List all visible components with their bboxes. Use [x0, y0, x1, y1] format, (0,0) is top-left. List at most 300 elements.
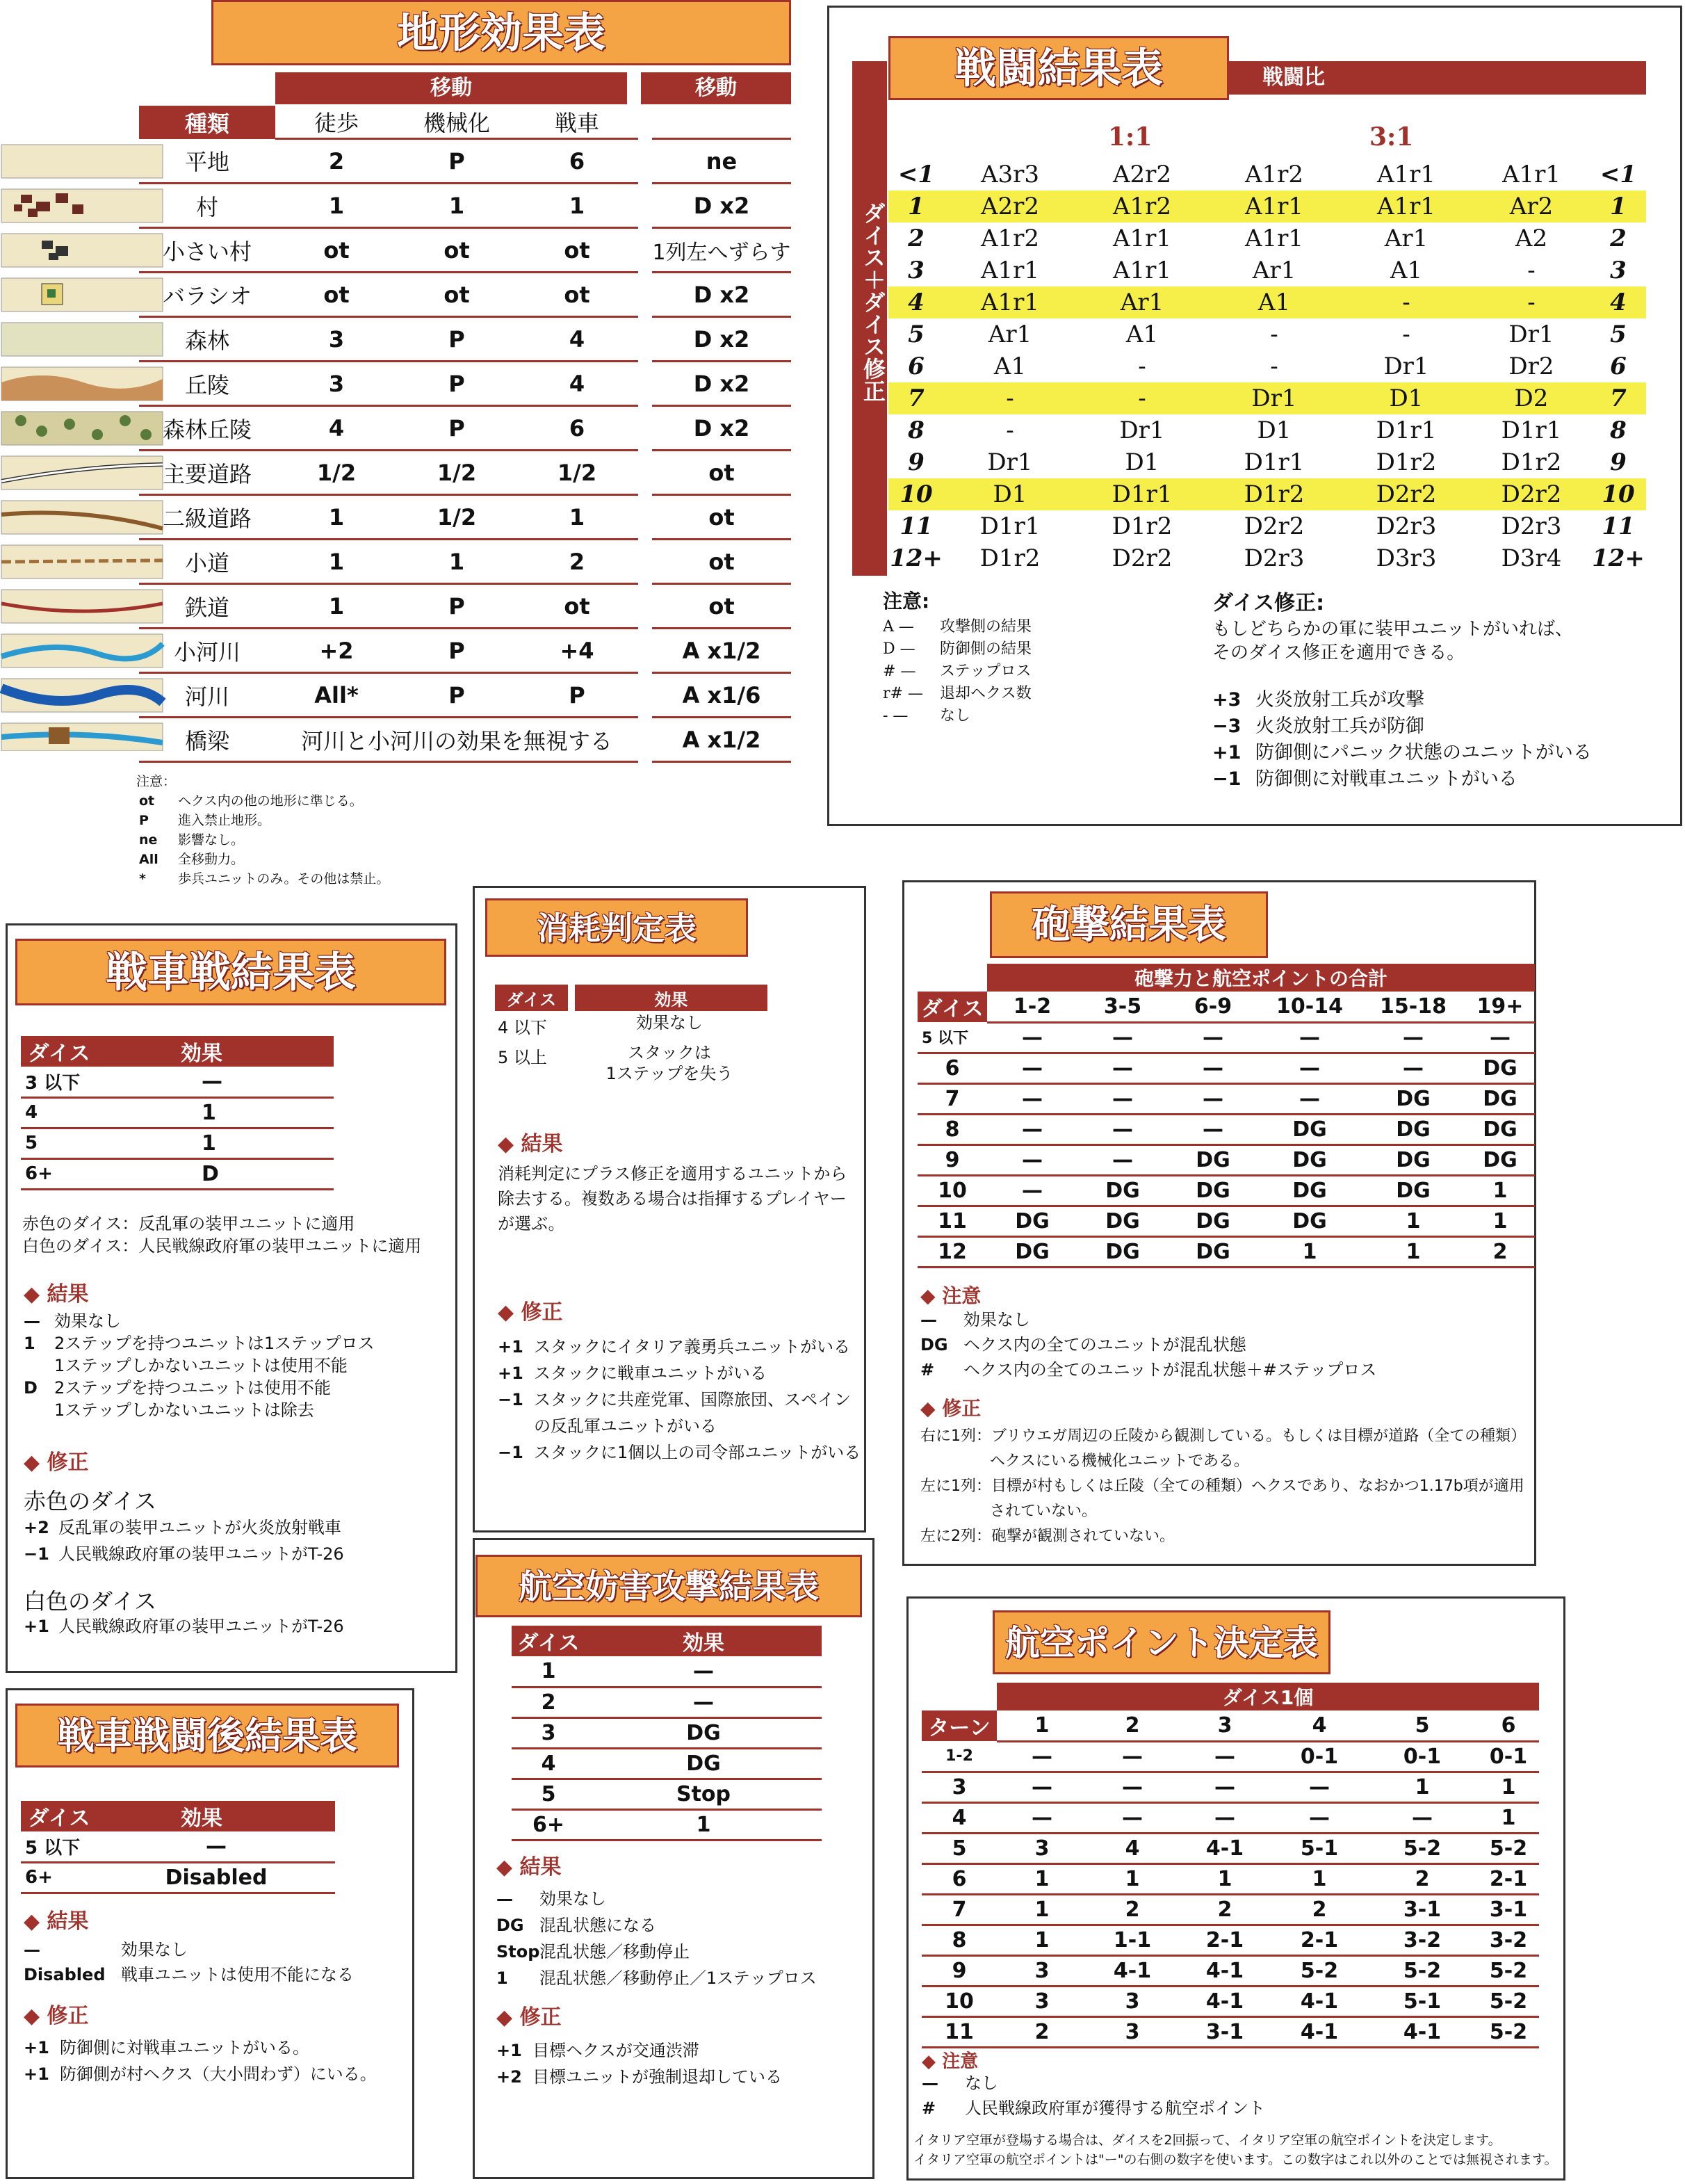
terrain-name: 小さい村 — [139, 228, 275, 273]
air-points-cell: — — [1178, 1772, 1272, 1802]
air-def-mods — [496, 2037, 782, 2090]
terrain-name: 主要道路 — [139, 451, 275, 495]
air-points-cell: 2 — [1272, 1894, 1367, 1925]
list-value: 火炎放射工兵が防御 — [1255, 715, 1424, 737]
air-points-cell: 5-2 — [1478, 1833, 1539, 1863]
list-value: 効果なし — [121, 1940, 188, 1959]
terrain-span: 河川と小河川の効果を無視する — [275, 718, 638, 762]
air-def-title: 航空妨害攻撃結果表 — [475, 1555, 862, 1617]
terrain-tank: P — [516, 673, 638, 718]
terrain-foot: ot — [275, 228, 398, 273]
terrain-foot: 2 — [275, 139, 398, 184]
bombard-col: 3-5 — [1077, 992, 1168, 1022]
list-key: +1 — [498, 1337, 523, 1357]
list-value: 2ステップを持つユニットは使用不能 — [54, 1378, 331, 1398]
terrain-name: 森林丘陵 — [139, 406, 275, 451]
list-value: ヘクス内の全てのユニットが混乱状態＋#ステップロス — [963, 1360, 1377, 1380]
air-points-cell: 4-1 — [1178, 1833, 1272, 1863]
table-row — [922, 1741, 1539, 1772]
combat-dice: 11 — [900, 512, 933, 540]
table-row — [918, 1175, 1535, 1206]
combat-cell: - — [1006, 385, 1014, 412]
bombard-cell: — — [987, 1083, 1077, 1114]
bombard-cell: DG — [1077, 1236, 1168, 1267]
combat-cell: Ar1 — [988, 321, 1032, 348]
air-points-title: 航空ポイント決定表 — [993, 1610, 1330, 1674]
list-item — [1212, 740, 1592, 766]
air-points-col: 5 — [1367, 1710, 1478, 1741]
terrain-effect: D x2 — [652, 406, 791, 451]
list-key: +1 — [24, 2038, 49, 2057]
combat-cell: D1r2 — [1112, 512, 1173, 540]
terrain-name: 小河川 — [139, 629, 275, 673]
combat-cell: A1r2 — [1112, 193, 1172, 220]
list-key: — — [24, 1940, 40, 1959]
combat-cell: A1 — [1390, 257, 1423, 284]
bombard-mod-title — [920, 1393, 981, 1421]
col-tank: 戦車 — [516, 106, 638, 139]
bombard-dice: 7 — [918, 1083, 987, 1114]
list-item — [883, 683, 1032, 705]
bombard-col: 19+ — [1465, 992, 1535, 1022]
terrain-tank: ot — [516, 228, 638, 273]
bombard-mod-line-1: 右に1列：ブリウエガ周辺の丘陵から観測している。もしくは目標が道路（全ての種類） — [920, 1427, 1527, 1445]
terrain-notes-title: 注意： — [136, 774, 177, 789]
bombard-cell: — — [1168, 1083, 1258, 1114]
air-points-turn: 10 — [922, 1986, 997, 2016]
tank-white-dice: 白色のダイス — [24, 1588, 157, 1615]
terrain-mech: P — [398, 317, 516, 362]
terrain-gap — [638, 673, 652, 718]
air-points-col: 3 — [1178, 1710, 1272, 1741]
list-value: 目標ユニットが強制退却している — [532, 2067, 783, 2087]
bombard-cell: — — [1077, 1053, 1168, 1083]
attrition-col-effect: 効果 — [571, 985, 767, 1011]
terrain-effect: ot — [652, 540, 791, 584]
list-item — [496, 1912, 817, 1939]
bombard-cell: — — [1077, 1114, 1168, 1144]
combat-mod-desc-1: もしどちらかの軍に装甲ユニットがいれば、 — [1212, 619, 1573, 640]
table-row — [922, 1925, 1539, 1955]
combat-cell: Ar2 — [1509, 193, 1554, 220]
terrain-effect: A x1/2 — [652, 629, 791, 673]
note-key: - — — [883, 707, 909, 725]
col-type: 種類 — [139, 106, 275, 139]
air-points-cell: 5-2 — [1367, 1955, 1478, 1986]
terrain-foot: ot — [275, 273, 398, 317]
terrain-name: 二級道路 — [139, 495, 275, 540]
table-row — [922, 1955, 1539, 1986]
terrain-table — [139, 106, 791, 763]
bombard-col: 15-18 — [1361, 992, 1465, 1022]
list-value: の反乱軍ユニットがいる — [534, 1416, 717, 1436]
effect-value: DG — [585, 1748, 822, 1779]
combat-cell: - — [1527, 289, 1536, 316]
dice-value: 3 以下 — [21, 1067, 97, 1097]
terrain-name: 鉄道 — [139, 584, 275, 629]
combat-cell: D2r3 — [1244, 544, 1305, 572]
list-key: +1 — [24, 2064, 49, 2084]
combat-dice: 1 — [908, 193, 925, 220]
list-item — [1212, 713, 1592, 740]
combat-dice: 4 — [908, 289, 925, 316]
effect-value: 1 — [97, 1128, 334, 1158]
table-row — [21, 1862, 335, 1893]
air-points-cell: 3-2 — [1367, 1925, 1478, 1955]
air-points-turn: 11 — [922, 2016, 997, 2047]
combat-cell: D3r3 — [1376, 544, 1437, 572]
terrain-tank: ot — [516, 273, 638, 317]
diamond-icon: ◆ — [498, 1132, 514, 1156]
bombard-cell: 1 — [1465, 1175, 1535, 1206]
combat-dice-right: 5 — [1610, 321, 1627, 348]
ratio-3-1: 3:1 — [1369, 122, 1414, 152]
note-value: 防御側の結果 — [940, 640, 1032, 658]
table-row — [888, 191, 1646, 223]
air-points-turn: 1-2 — [922, 1741, 997, 1772]
combat-cell: D2r2 — [1112, 544, 1173, 572]
terrain-mech: P — [398, 406, 516, 451]
combat-table — [888, 159, 1646, 574]
list-key: 1 — [496, 1968, 508, 1988]
dice-value: 5 以上 — [498, 1048, 547, 1067]
air-points-cell: — — [1272, 1772, 1367, 1802]
air-points-foot-2: イタリア空軍の航空ポイントは"ー"の右側の数字を使います。この数字はこれ以外のことでは無視されます。 — [913, 2152, 1558, 2167]
list-item — [496, 2037, 782, 2064]
combat-cell: - — [1138, 353, 1146, 380]
tank-dice-note-red: 赤色のダイス：反乱軍の装甲ユニットに適用 — [22, 1214, 355, 1233]
list-item — [24, 1962, 354, 1987]
list-item — [883, 705, 1032, 727]
bombard-cell: DG — [1361, 1083, 1465, 1114]
effect-value: — — [97, 1831, 335, 1862]
list-item — [883, 616, 1032, 638]
list-key: −1 — [1212, 768, 1242, 790]
air-points-cell: 2-1 — [1178, 1925, 1272, 1955]
col-mech: 機械化 — [398, 106, 516, 139]
terrain-foot: 1 — [275, 584, 398, 629]
terrain-mech: P — [398, 584, 516, 629]
bombard-cell: — — [987, 1175, 1077, 1206]
list-key: −1 — [498, 1443, 523, 1462]
table-row — [922, 1986, 1539, 2016]
terrain-mech: 1 — [398, 540, 516, 584]
note-key: * — [139, 871, 146, 887]
dice-value: 4 以下 — [498, 1018, 547, 1037]
table-row — [512, 1687, 822, 1717]
bombard-cell: DG — [1465, 1053, 1535, 1083]
terrain-mech: P — [398, 362, 516, 406]
terrain-mech: P — [398, 629, 516, 673]
table-row — [922, 1772, 1539, 1802]
combat-cell: A1 — [1125, 321, 1159, 348]
effect-value: — — [97, 1067, 334, 1097]
table-row — [888, 159, 1646, 191]
table-row — [922, 2016, 1539, 2047]
combat-cell: A1r1 — [1501, 161, 1561, 188]
bombard-cell: DG — [1168, 1175, 1258, 1206]
bombard-col: 1-2 — [987, 992, 1077, 1022]
air-def-results — [496, 1886, 817, 1991]
col-foot: 徒歩 — [275, 106, 398, 139]
terrain-foot: 1/2 — [275, 451, 398, 495]
diamond-icon: ◆ — [496, 1855, 513, 1879]
table-row — [512, 1809, 822, 1840]
diamond-icon: ◆ — [24, 1450, 40, 1475]
list-item — [24, 1937, 354, 1962]
air-points-cell: — — [1087, 1772, 1178, 1802]
bombard-cell: DG — [1361, 1144, 1465, 1175]
list-item — [136, 791, 389, 811]
bombard-cell: DG — [1077, 1206, 1168, 1236]
dice-value: 2 — [512, 1687, 585, 1717]
combat-cell: A2 — [1515, 225, 1548, 252]
terrain-foot: 3 — [275, 317, 398, 362]
list-value: 2ステップを持つユニットは1ステップロス — [54, 1334, 375, 1353]
effect-value: DG — [585, 1717, 822, 1748]
table-row — [21, 1067, 334, 1097]
bombard-cell: DG — [1258, 1144, 1361, 1175]
tank-dice-note-white: 白色のダイス：人民戦線政府軍の装甲ユニットに適用 — [22, 1236, 422, 1256]
note-key: # — — [883, 663, 916, 680]
diamond-icon: ◆ — [24, 1282, 40, 1307]
terrain-tank: 1/2 — [516, 451, 638, 495]
list-item — [24, 2035, 377, 2061]
table-row — [922, 1802, 1539, 1833]
terrain-move-header: 移動 — [275, 72, 627, 104]
air-points-cell: 3 — [1087, 2016, 1178, 2047]
attrition-mods — [498, 1334, 861, 1466]
note-value: ステップロス — [940, 663, 1032, 680]
list-item — [24, 1613, 344, 1640]
bombard-cell: — — [1077, 1083, 1168, 1114]
air-points-cell: 5-2 — [1478, 1986, 1539, 2016]
bombard-cell: — — [987, 1144, 1077, 1175]
combat-cell: A1r1 — [1244, 193, 1304, 220]
list-key: # — [922, 2098, 936, 2118]
combat-cell: Dr1 — [1119, 416, 1165, 444]
air-points-cell: — — [1272, 1802, 1367, 1833]
combat-dice: <1 — [897, 161, 935, 188]
combat-dice-right: 4 — [1610, 289, 1627, 316]
air-points-cell: 5-1 — [1367, 1986, 1478, 2016]
dice-value: 4 — [512, 1748, 585, 1779]
note-value: 影響なし。 — [178, 832, 245, 848]
terrain-effect: ot — [652, 495, 791, 540]
table-row — [495, 1011, 767, 1041]
air-points-cell: — — [1178, 1741, 1272, 1772]
terrain-gap — [638, 629, 652, 673]
combat-cell: D2r2 — [1501, 480, 1562, 508]
table-row — [918, 1022, 1535, 1053]
diamond-icon: ◆ — [24, 1909, 40, 1934]
bombard-cell: DG — [1077, 1175, 1168, 1206]
bombard-cell: DG — [1168, 1206, 1258, 1236]
list-item — [24, 2061, 377, 2087]
table-row — [21, 1158, 334, 1189]
table-row — [888, 414, 1646, 446]
air-points-cell: 1 — [1087, 1863, 1178, 1894]
terrain-gap — [638, 718, 652, 762]
terrain-mech: ot — [398, 273, 516, 317]
air-points-cell: 2 — [1178, 1894, 1272, 1925]
bombard-cell: 1 — [1465, 1206, 1535, 1236]
note-key: All — [139, 852, 158, 867]
table-row — [512, 1779, 822, 1809]
combat-cell: Dr1 — [987, 448, 1033, 476]
air-points-cell: — — [997, 1741, 1087, 1772]
list-item — [496, 1939, 817, 1965]
terrain-effect: A x1/2 — [652, 718, 791, 762]
combat-dice-right: 12+ — [1592, 544, 1645, 572]
dice-value: 5 以下 — [21, 1831, 97, 1862]
air-points-cell: 1 — [1478, 1772, 1539, 1802]
terrain-tank: 2 — [516, 540, 638, 584]
table-row — [888, 350, 1646, 382]
list-key: — — [920, 1310, 937, 1329]
bombard-mod-line-4: されていない。 — [990, 1503, 1098, 1520]
list-key: D — [24, 1378, 38, 1398]
air-points-cell: 1 — [1478, 1802, 1539, 1833]
table-row — [139, 718, 791, 762]
list-key: 1 — [24, 1334, 35, 1353]
air-points-col: 4 — [1272, 1710, 1367, 1741]
diamond-icon: ◆ — [920, 1397, 936, 1420]
combat-mods — [1212, 590, 1592, 793]
combat-notes — [883, 590, 1032, 727]
air-points-cell: 5-1 — [1272, 1833, 1367, 1863]
note-value: 退却ヘクス数 — [940, 685, 1032, 702]
list-value: 人民戦線政府軍の装甲ユニットがT-26 — [58, 1544, 344, 1564]
tank-mod-label: 修正 — [47, 1450, 89, 1475]
terrain-name: 平地 — [139, 139, 275, 184]
list-key: # — [920, 1360, 935, 1380]
air-points-cell: 1-1 — [1087, 1925, 1178, 1955]
terrain-tank: 1 — [516, 495, 638, 540]
note-key: A — — [883, 618, 914, 636]
combat-cell: Dr1 — [1508, 321, 1554, 348]
bombard-mod-label: 修正 — [942, 1397, 982, 1420]
combat-title: 戦闘結果表 — [888, 36, 1229, 100]
list-value: なし — [965, 2073, 998, 2093]
air-points-cell: 0-1 — [1478, 1741, 1539, 1772]
air-points-cell: 3 — [997, 1986, 1087, 2016]
post-tank-col-dice: ダイス — [21, 1801, 97, 1831]
air-points-cell: 3 — [1087, 1986, 1178, 2016]
tank-result-label: 結果 — [47, 1282, 89, 1307]
list-value: 防御側にパニック状態のユニットがいる — [1255, 742, 1592, 763]
list-item — [136, 850, 389, 869]
list-item — [883, 638, 1032, 661]
bombard-dice: 6 — [918, 1053, 987, 1083]
combat-dice: 10 — [900, 480, 933, 508]
combat-dice: 7 — [908, 385, 925, 412]
combat-dice: 2 — [908, 225, 925, 252]
table-row — [918, 1083, 1535, 1114]
terrain-gap — [638, 406, 652, 451]
air-points-cell: 1 — [1272, 1863, 1367, 1894]
air-points-col: 2 — [1087, 1710, 1178, 1741]
air-points-foot-1: イタリア空軍が登場する場合は、ダイスを2回振って、イタリア空軍の航空ポイントを決定します。 — [913, 2133, 1501, 2148]
air-points-cell: 4-1 — [1367, 2016, 1478, 2047]
attrition-result-text — [498, 1161, 847, 1236]
bombard-cell: DG — [1361, 1114, 1465, 1144]
list-item — [920, 1307, 1376, 1332]
bombard-cell: DG — [1465, 1083, 1535, 1114]
terrain-effect: ne — [652, 139, 791, 184]
table-row — [139, 317, 791, 362]
tank-col-effect: 効果 — [97, 1036, 334, 1067]
list-key: +1 — [496, 2041, 522, 2060]
list-value: 効果なし — [963, 1310, 1030, 1329]
list-item — [498, 1386, 861, 1413]
combat-cell: D1r1 — [979, 512, 1041, 540]
bombard-cell: DG — [987, 1206, 1077, 1236]
list-key: +2 — [24, 1518, 49, 1537]
effect-value: — — [585, 1656, 822, 1687]
air-points-cell: 4-1 — [1272, 2016, 1367, 2047]
note-value: 攻撃側の結果 — [940, 618, 1032, 636]
terrain-effect: 1列左へずらす — [652, 228, 791, 273]
combat-dice-right: 2 — [1610, 225, 1627, 252]
combat-cell: D1r2 — [1244, 480, 1305, 508]
note-key: ne — [139, 832, 158, 848]
attrition-result-label: 結果 — [521, 1132, 563, 1156]
combat-cell: A1r2 — [1244, 161, 1304, 188]
list-value: 目標ヘクスが交通渋滞 — [532, 2041, 699, 2060]
bombard-mod-text — [920, 1424, 1526, 1549]
terrain-gap — [638, 540, 652, 584]
list-item — [24, 1310, 375, 1332]
combat-dice-right: 10 — [1602, 480, 1635, 508]
bombard-cell: — — [1258, 1022, 1361, 1053]
table-row — [139, 406, 791, 451]
effect-value: — — [585, 1687, 822, 1717]
list-value: 反乱軍の装甲ユニットが火炎放射戦車 — [58, 1518, 342, 1537]
air-def-result-title — [496, 1850, 562, 1880]
combat-cell: D1r1 — [1112, 480, 1173, 508]
list-item — [498, 1360, 861, 1386]
table-row — [139, 673, 791, 718]
bombard-cell: DG — [1258, 1114, 1361, 1144]
air-points-cell: 4-1 — [1087, 1955, 1178, 1986]
air-points-turn: 9 — [922, 1955, 997, 1986]
dice-value: 6+ — [21, 1158, 97, 1189]
terrain-effect: ot — [652, 451, 791, 495]
table-row — [888, 510, 1646, 542]
air-points-cell: — — [1367, 1802, 1478, 1833]
terrain-name: 橋梁 — [139, 718, 275, 762]
bombard-cell: — — [1258, 1053, 1361, 1083]
terrain-name: 村 — [139, 184, 275, 228]
terrain-name: 小道 — [139, 540, 275, 584]
result-line: 除去する。複数ある場合は指揮するプレイヤー — [498, 1189, 847, 1208]
list-item — [922, 2096, 1265, 2121]
terrain-gap — [638, 273, 652, 317]
list-item — [920, 1357, 1376, 1382]
table-row — [139, 451, 791, 495]
combat-cell: D3r4 — [1501, 544, 1562, 572]
combat-cell: - — [1270, 321, 1278, 348]
tank-result-title — [24, 1277, 89, 1307]
air-points-footer — [913, 2130, 1557, 2169]
list-item — [496, 1886, 817, 1912]
combat-cell: D2r2 — [1376, 480, 1437, 508]
effect-value: Disabled — [97, 1862, 335, 1893]
list-key: Stop — [496, 1942, 540, 1961]
combat-cell: A3r3 — [980, 161, 1040, 188]
list-item — [496, 2064, 782, 2090]
